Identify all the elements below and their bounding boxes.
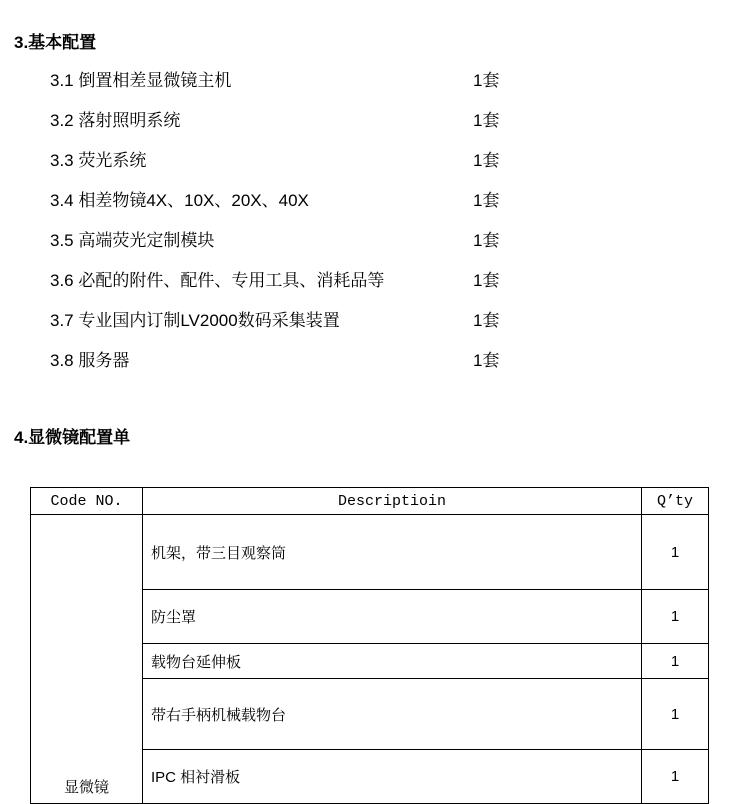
config-item bbox=[0, 152, 750, 170]
description-cell: 机架，带三目观察筒 bbox=[143, 515, 642, 590]
description-cell: IPC 相衬滑板 bbox=[143, 750, 642, 804]
qty-cell: 1 bbox=[642, 644, 709, 679]
config-item bbox=[0, 312, 750, 330]
code-group-cell bbox=[31, 515, 143, 804]
config-item bbox=[0, 112, 750, 130]
col-header-description: Descriptioin bbox=[143, 488, 642, 515]
qty-cell: 1 bbox=[642, 515, 709, 590]
config-item-qty: 1套 bbox=[473, 111, 500, 130]
config-item bbox=[0, 192, 750, 210]
description-cell: 带右手柄机械载物台 bbox=[143, 679, 642, 750]
qty-cell: 1 bbox=[642, 679, 709, 750]
col-header-qty: Q’ty bbox=[642, 488, 709, 515]
table-row bbox=[31, 515, 709, 590]
config-item-qty: 1套 bbox=[473, 231, 500, 250]
config-item-text: 3.2 落射照明系统 bbox=[50, 111, 181, 130]
config-item-text: 3.3 荧光系统 bbox=[50, 151, 147, 170]
config-item-qty: 1套 bbox=[473, 151, 500, 170]
section4-heading: 4.显微镜配置单 bbox=[14, 428, 131, 447]
section3-heading: 3.基本配置 bbox=[14, 33, 97, 52]
config-item-text: 3.6 必配的附件、配件、专用工具、消耗品等 bbox=[50, 271, 385, 290]
config-item-qty: 1套 bbox=[473, 271, 500, 290]
col-header-code: Code NO. bbox=[31, 488, 143, 515]
config-item-qty: 1套 bbox=[473, 191, 500, 210]
qty-cell: 1 bbox=[642, 750, 709, 804]
config-item bbox=[0, 72, 750, 90]
config-item-qty: 1套 bbox=[473, 311, 500, 330]
microscope-config-table bbox=[30, 487, 709, 804]
config-item-text: 3.5 高端荧光定制模块 bbox=[50, 231, 215, 250]
config-item-qty: 1套 bbox=[473, 71, 500, 90]
code-group-label: 显微镜 bbox=[63, 779, 109, 796]
config-item bbox=[0, 232, 750, 250]
config-item-text: 3.1 倒置相差显微镜主机 bbox=[50, 71, 232, 90]
table-header-row bbox=[31, 488, 709, 515]
description-cell: 防尘罩 bbox=[143, 590, 642, 644]
qty-cell: 1 bbox=[642, 590, 709, 644]
description-cell: 载物台延伸板 bbox=[143, 644, 642, 679]
config-item-text: 3.4 相差物镜4X、10X、20X、40X bbox=[50, 191, 309, 210]
config-item-text: 3.7 专业国内订制LV2000数码采集装置 bbox=[50, 311, 340, 330]
config-item-text: 3.8 服务器 bbox=[50, 351, 130, 370]
config-item bbox=[0, 352, 750, 370]
config-item bbox=[0, 272, 750, 290]
config-item-qty: 1套 bbox=[473, 351, 500, 370]
